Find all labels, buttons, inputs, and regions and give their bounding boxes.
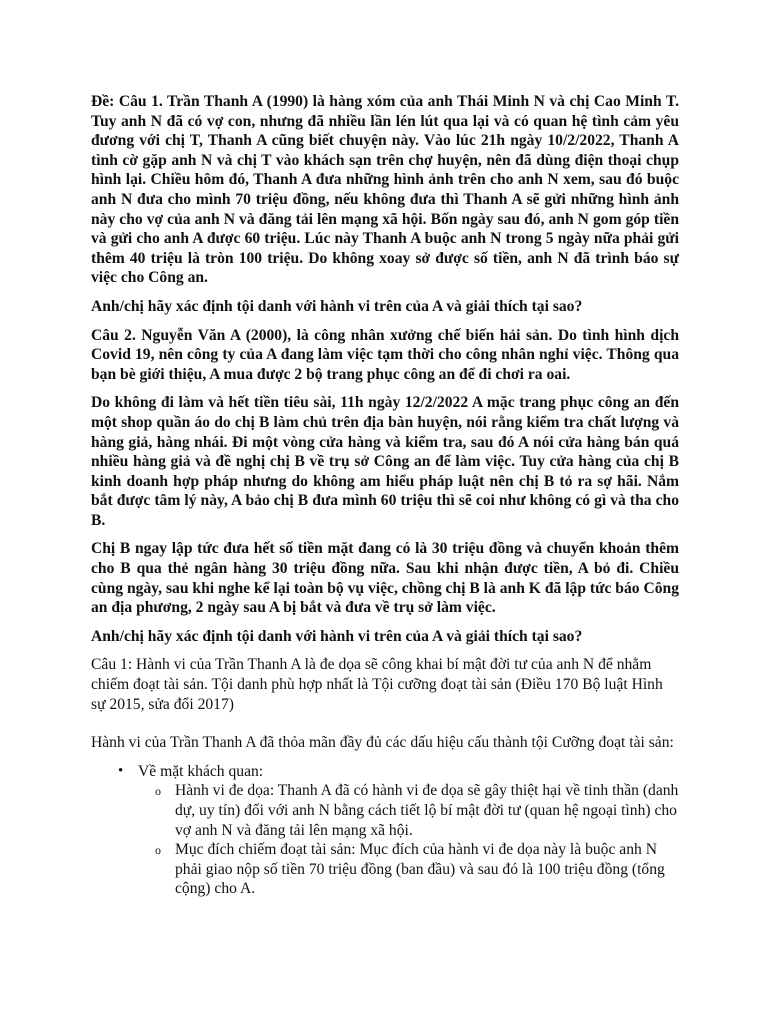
answer-1 — [91, 655, 679, 899]
question-2 — [91, 326, 679, 647]
sub-bullet-icon: o — [155, 784, 161, 799]
question-1-prompt: Anh/chị hãy xác định tội danh với hành vi trên của A và giải thích tại sao? — [91, 297, 583, 315]
objective-label: Về mặt khách quan: — [138, 762, 264, 780]
question-2-prompt: Anh/chị hãy xác định tội danh với hành vi trên của A và giải thích tại sao? — [91, 627, 583, 645]
objective-sublist — [138, 781, 679, 899]
question-2-paragraph-1: Câu 2. Nguyễn Văn A (2000), là công nhân xưởng chế biến hải sản. Do tình hình dịch Covid 19, nên công ty của A đang làm việc tạm thời cho công nhân nghỉ việc. Thông qua bạn bè giới thiệu, A mua được 2 bộ trang phục công an để đi chơi ra oai. — [91, 326, 679, 383]
sub-item-text: Hành vi đe dọa: Thanh A đã có hành vi đe dọa sẽ gây thiệt hại về tinh thần (danh dự, uy tín) đối với anh N bằng cách tiết lộ bí mật đời tư (quan hệ ngoại tình) cho vợ anh N và đăng tải lên mạng xã hội. — [175, 782, 679, 839]
list-item-objective — [120, 762, 679, 899]
sub-list-item — [155, 840, 679, 899]
sub-list-item — [155, 781, 679, 840]
sub-item-text: Mục đích chiếm đoạt tài sản: Mục đích của hành vi đe dọa này là buộc anh N phải giao nộp số tiền 70 triệu đồng (ban đầu) và sau đó là 100 triệu đồng (tổng cộng) cho A. — [175, 841, 665, 898]
answer-1-elements-intro: Hành vi của Trần Thanh A đã thỏa mãn đầy đủ các dấu hiệu cấu thành tội Cưỡng đoạt tài sản: — [91, 734, 674, 752]
elements-list — [91, 762, 679, 899]
question-1 — [91, 92, 679, 317]
question-2-paragraph-3: Chị B ngay lập tức đưa hết số tiền mặt đang có là 30 triệu đồng và chuyển khoản thêm cho B qua thẻ ngân hàng 30 triệu đồng nữa. Sau khi nhận được tiền, A bỏ đi. Chiều cùng ngày, sau khi nghe kể lại toàn bộ vụ việc, chồng chị B là anh K đã lập tức báo Công an địa phương, 2 ngày sau A bị bắt và đưa về trụ sở làm việc. — [91, 540, 679, 617]
sub-bullet-icon: o — [155, 843, 161, 858]
question-2-paragraph-2: Do không đi làm và hết tiền tiêu sài, 11h ngày 12/2/2022 A mặc trang phục công an đến một shop quần áo do chị B làm chủ trên địa bàn huyện, nói rằng kiểm tra chất lượng và hàng giả, hàng nhái. Đi một vòng cửa hàng và kiểm tra, sau đó A nói cửa hàng bán quá nhiều hàng giả và đề nghị chị B về trụ sở Công an để làm việc. Tuy cửa hàng của chị B kinh doanh hợp pháp nhưng do không am hiểu pháp luật nên chị B tỏ ra sợ hãi. Nắm bắt được tâm lý này, A bảo chị B đưa mình 60 triệu thì sẽ coi như không có gì và tha cho B. — [91, 394, 679, 529]
bullet-icon: • — [118, 762, 124, 779]
question-1-text: Đề: Câu 1. Trần Thanh A (1990) là hàng xóm của anh Thái Minh N và chị Cao Minh T. Tuy anh N đã có vợ con, nhưng đã nhiều lần lén lút qua lại và có quan hệ tình cảm yêu đương với chị T, Thanh A cũng biết chuyện này. Vào lúc 21h ngày 10/2/2022, Thanh A tình cờ gặp anh N và chị T vào khách sạn trên chợ huyện, nên đã dùng điện thoại chụp hình lại. Chiều hôm đó, Thanh A đưa những hình ảnh trên cho anh N xem, sau đó buộc anh N đưa cho mình 70 triệu đồng, nếu không đưa thì Thanh A sẽ gửi những hình ảnh này cho vợ của anh N và đăng tải lên mạng xã hội. Bốn ngày sau đó, anh N gom góp tiền và gửi cho anh A được 60 triệu. Lúc này Thanh A buộc anh N trong 5 ngày nữa phải gửi thêm 40 triệu là tròn 100 triệu. Do không xoay sở được số tiền, anh N đã trình báo sự việc cho Công an. — [91, 93, 679, 287]
document-page — [91, 92, 679, 899]
answer-1-intro: Câu 1: Hành vi của Trần Thanh A là đe dọa sẽ công khai bí mật đời tư của anh N để nhằm chiếm đoạt tài sản. Tội danh phù hợp nhất là Tội cưỡng đoạt tài sản (Điều 170 Bộ luật Hình sự 2015, sửa đổi 2017) — [91, 656, 663, 713]
